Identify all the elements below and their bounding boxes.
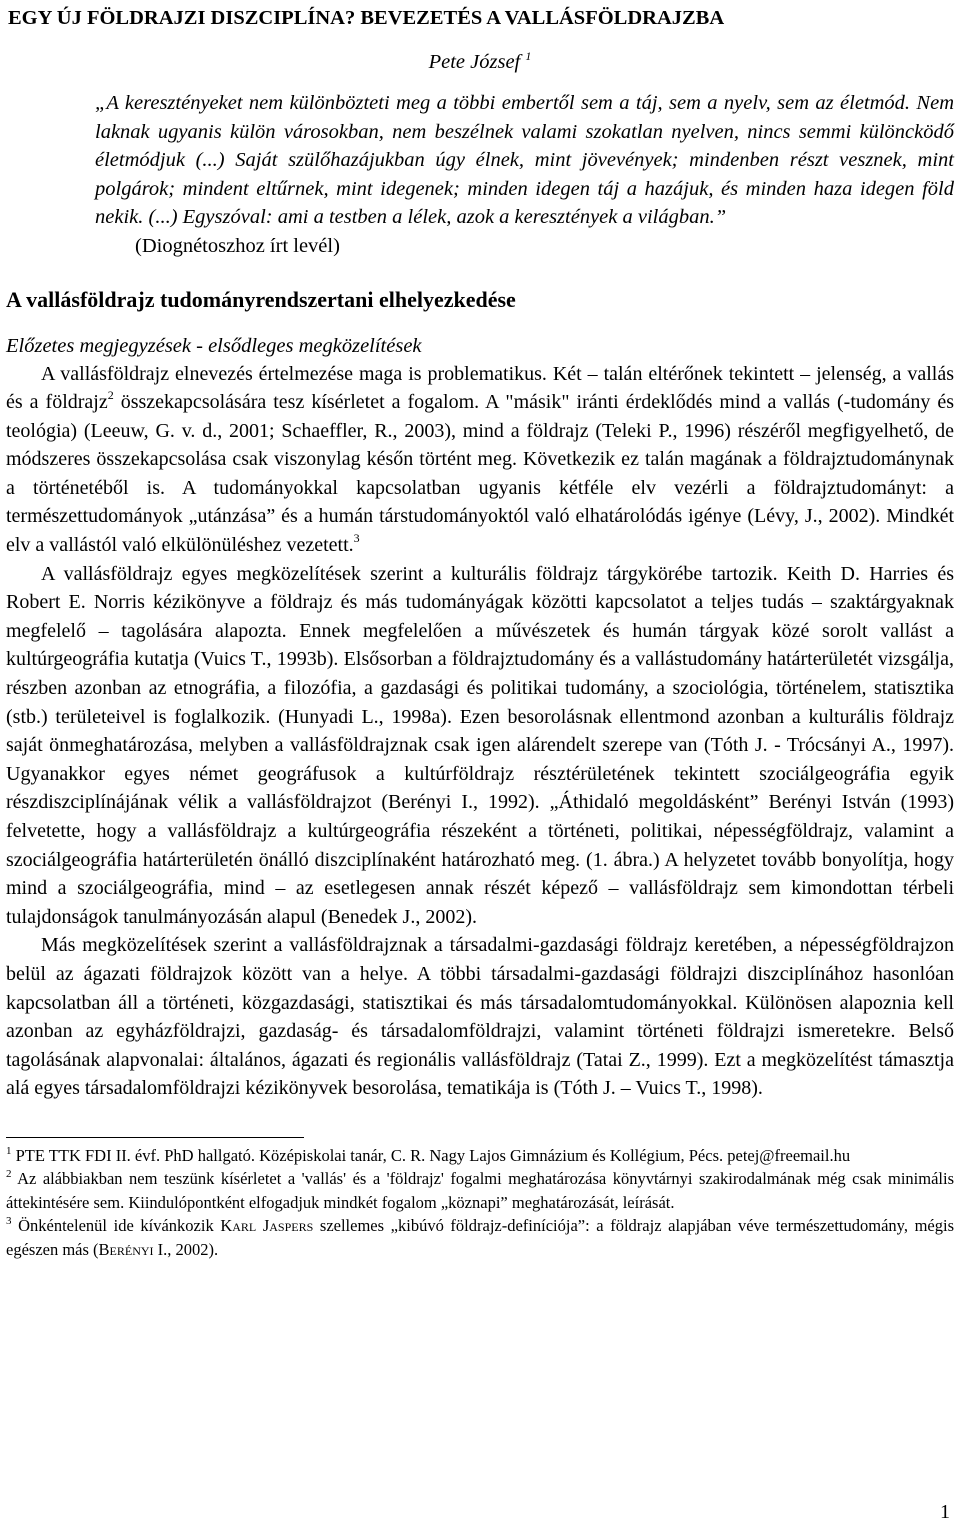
footnote-2-text: Az alábbiakban nem teszünk kísérletet a 'vallás' és a 'földrajz' fogalmi meghatározása könyvtárnyi szakirodalmának még csak minimális áttekintésére sem. Kiindulópontként elfogadjuk mindkét fogalom „köznapi” meghatározását, leírását. <box>6 1169 954 1212</box>
footnote-3-mark: 3 <box>6 1215 12 1228</box>
footnote-1-text: PTE TTK FDI II. évf. PhD hallgató. Középiskolai tanár, C. R. Nagy Lajos Gimnázium és Kollégium, Pécs. petej@freemail.hu <box>11 1145 851 1165</box>
author-line <box>6 44 954 74</box>
footnotes <box>6 1144 954 1262</box>
footnote-2-mark: 2 <box>6 1168 12 1181</box>
subheading: Előzetes megjegyzések - elsődleges megközelítések <box>6 334 422 357</box>
motto-source: (Diognétoszhoz írt levél) <box>135 234 340 257</box>
paragraph-1 <box>6 360 954 560</box>
paragraph-3: Más megközelítések szerint a vallásföldrajznak a társadalmi-gazdasági földrajz keretében, a népességföldrajzon belül az ágazati földrajzok között van a helye. A többi társadalmi-gazdasági földrajzi diszciplínához hasonlóan kapcsolatban áll a történeti, közgazdasági, statisztikai és más társadalomtudományokkal. Különösen alapoznia kell azonban az egyházföldrajzi, gazdaság- és társadalomföldrajzi, valamint történeti földrajzi ismeretekre. Belső tagolásának alapvonalai: általános, ágazati és regionális vallásföldrajz (Tatai Z., 1999). Ezt a megközelítést támasztja alá egyes társadalomföldrajzi kézikönyvek besorolása, tematikája is (Tóth J. – Vuics T., 1998). <box>6 934 954 1100</box>
footnote-3-text-c: I., 2002). <box>153 1239 219 1259</box>
footnote-3-text-a: Önkéntelenül ide kívánkozik <box>11 1216 221 1236</box>
motto-quote: „A keresztényeket nem különbözteti meg a többi embertől sem a táj, sem a nyelv, sem az életmód. Nem laknak ugyanis külön városokban, nem beszélnek valami szokatlan nyelven, nincs semmi különcködő életmódjuk (...) Saját szülőhazájukban úgy élnek, mint jövevények; mindenben részt vesznek, mint polgárok; mindent eltűrnek, mint idegenek; minden idegen táj a hazájuk, és minden haza idegen föld nekik. (...) Egyszóval: ami a testben a lélek, azok a keresztények a világban.” <box>95 92 954 228</box>
footnote-3-name-jaspers: Karl Jaspers <box>220 1216 314 1236</box>
author-name: Pete József <box>428 51 521 73</box>
paragraph-1-text-a: A vallásföldrajz elnevezés értelmezése maga is problematikus. Két – talán eltérőnek tekintett – jelenség, a vallás és a földrajz <box>6 362 954 414</box>
body-text <box>6 360 954 1103</box>
footnote-2 <box>6 1167 954 1214</box>
footnote-separator <box>6 1137 304 1138</box>
document-title: EGY ÚJ FÖLDRAJZI DISZCIPLÍNA? BEVEZETÉS A VALLÁSFÖLDRAJZBA <box>8 7 725 29</box>
footnote-1 <box>6 1144 954 1168</box>
paragraph-2: A vallásföldrajz egyes megközelítések szerint a kulturális földrajz tárgykörébe tartozik. Keith D. Harries és Robert E. Norris kézikönyve a földrajz és más tudományágak közötti kapcsolatot a teljes tudás – szaktárgyaknak megfelelő – tagolására alapozta. Ennek megfelelően a művészetek és humán tárgyak közé sorolt vallást a kultúrgeográfia kutatja (Vuics T., 1993b). Elsősorban a földrajztudomány és a vallástudomány határterületét vizsgálja, részben azonban az etnográfia, a filozófia, a gazdasági és politikai tudomány, a szociológia, történelem, statisztika (stb.) területeivel is foglalkozik. (Hunyadi L., 1998a). Ezen besorolásnak ellentmond azonban a kulturális földrajz saját önmeghatározása, melyben a vallásföldrajznak csak igen alárendelt szerepe van (Tóth J. - Trócsányi A., 1997). Ugyanakkor egyes német geográfusok a kultúrföldrajz résztérületének tekintett szociálgeográfia egyik részdiszciplínájának vélik a vallásföldrajzot (Berényi I., 1992). „Áthidaló megoldásként” Berényi István (1993) felvetette, hogy a vallásföldrajz a kultúrgeográfia részeként a történeti, politikai, népességföldrajz, valamint a szociálgeográfia határterületén önálló diszciplínaként határozható meg. (1. ábra.) A helyzetet tovább bonyolítja, hogy mind a szociálgeográfia, mind – az esetlegesen annak részét képező – vallásföldrajz sem kimondottan térbeli tulajdonságok tanulmányozásán alapul (Benedek J., 2002). <box>6 562 954 928</box>
footnote-ref-2: 2 <box>107 388 114 403</box>
footnote-ref-3: 3 <box>353 531 360 546</box>
page-number: 1 <box>940 1501 950 1523</box>
footnote-3 <box>6 1214 954 1261</box>
author-footnote-mark: 1 <box>525 49 532 63</box>
footnote-3-text-b: szellemes „kibúvó földrajz-definíciója”: a földrajz alapjában véve természettudomány, mégis egészen más ( <box>6 1216 955 1259</box>
paragraph-1-text-b: összekapcsolására tesz kísérletet a fogalom. A "másik" iránti érdeklődés mind a vallás (-tudomány és teológia) (Leeuw, G. v. d., 2001; Schaeffler, R., 2003), mind a földrajz (Teleki P., 1996) részéről megfigyelhető, de módszeres összekapcsolása csak viszonylag későn történt meg. Következik ez talán magának a földrajztudománynak a történetéből is. A tudományokkal kapcsolatban ugyanis kétféle elv vezérli a földrajztudományt: a természettudományok „utánzása” és a humán társtudományoktól való elhatárolódás igénye (Lévy, J., 2002). Mindkét elv a vallástól való elkülönüléshez vezetett. <box>6 391 954 557</box>
document-page <box>6 0 954 1261</box>
footnote-1-mark: 1 <box>6 1144 12 1157</box>
footnote-3-name-berenyi: Berényi <box>98 1239 154 1259</box>
section-heading: A vallásföldrajz tudományrendszertani elhelyezkedése <box>6 286 516 312</box>
